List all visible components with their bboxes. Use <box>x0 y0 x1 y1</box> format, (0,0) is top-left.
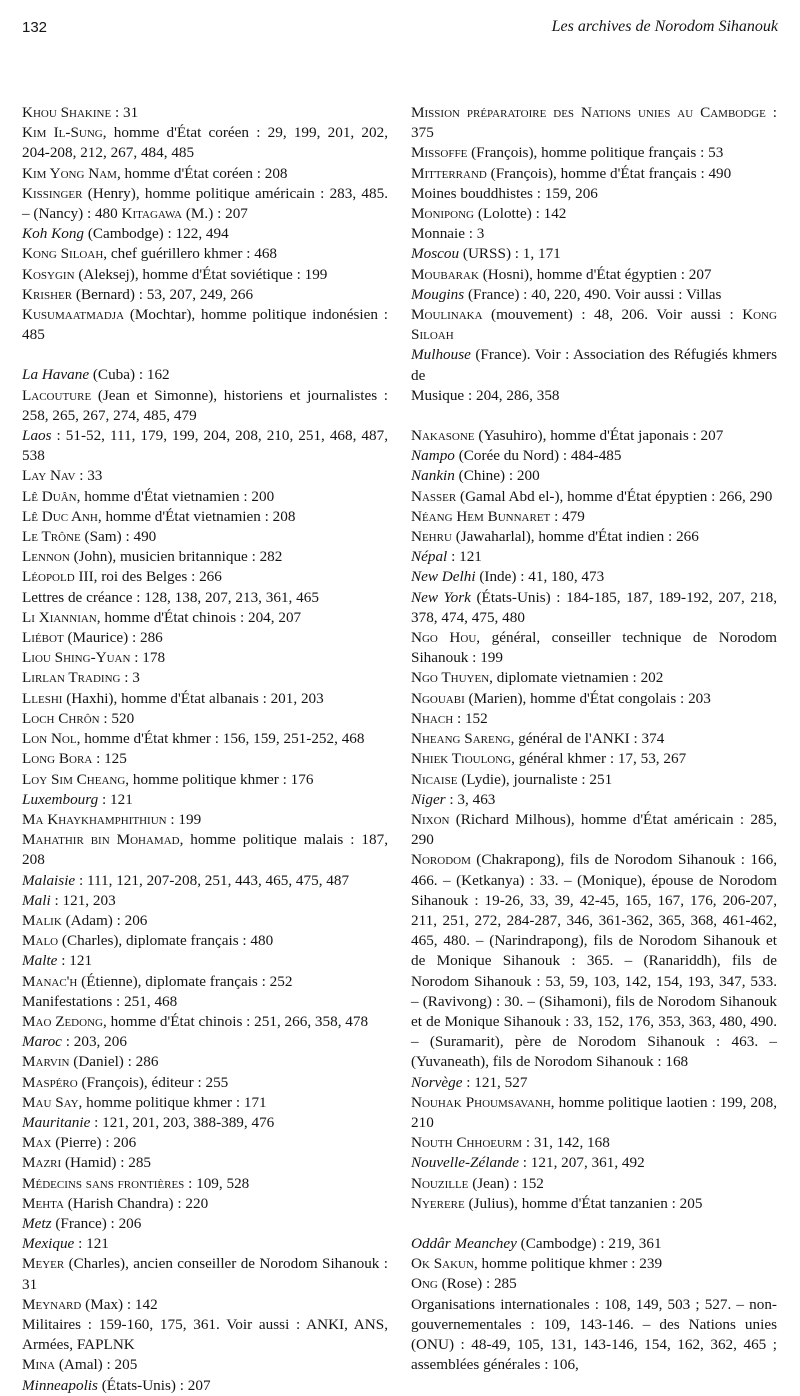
entry-name: Ma Khaykhamphithiun <box>22 810 167 828</box>
entry-text: : 121, 527 <box>462 1073 528 1091</box>
entry-text: (Inde) : 41, 180, 473 <box>475 568 605 586</box>
entry-text: : 33 <box>75 467 103 485</box>
entry-name: Malik <box>22 911 62 929</box>
entry-text: , homme politique laotien : 199, 208, 210 <box>411 1093 777 1131</box>
entry-name: Monipong <box>411 205 475 223</box>
index-entry <box>22 426 388 466</box>
entry-text: , général de l'ANKI : 374 <box>510 730 665 748</box>
entry-text: : 125 <box>92 750 127 768</box>
page-header <box>0 0 800 60</box>
entry-text: (Étienne), diplomate français : 252 <box>77 972 293 990</box>
entry-name: Mission préparatoire des Nations unies au Cambodge <box>411 104 766 121</box>
entry-place: Népal <box>411 548 448 566</box>
entry-text: : 121 <box>74 1235 109 1253</box>
entry-text: (États-Unis) : 184-185, 187, 189-192, 207, 218, 378, 474, 475, 480 <box>411 588 777 626</box>
index-entry <box>411 1274 777 1294</box>
index-entry <box>22 689 388 709</box>
entry-name: Malo <box>22 932 59 950</box>
letter-section-gap <box>22 345 388 365</box>
index-entry <box>22 992 388 1012</box>
index-entry <box>22 608 388 628</box>
entry-name: Kong Siloah <box>22 245 104 263</box>
entry-name: Nixon <box>411 810 450 828</box>
entry-text: (Marien), homme d'État congolais : 203 <box>464 689 711 707</box>
index-entry <box>411 143 777 163</box>
entry-place: Laos <box>22 427 52 445</box>
index-entry <box>22 951 388 971</box>
entry-text: : 3, 463 <box>445 790 496 808</box>
index-entry <box>22 1194 388 1214</box>
entry-text: : 203, 206 <box>61 1033 127 1051</box>
index-entry <box>22 386 388 426</box>
entry-name: Ngouabi <box>411 689 465 707</box>
index-entry <box>411 628 777 668</box>
entry-place: Moscou <box>411 245 460 263</box>
entry-text: : 51-52, 111, 179, 199, 204, 208, 210, 251, 468, 487, 538 <box>22 427 388 465</box>
letter-section-gap <box>411 406 777 426</box>
index-entry <box>411 466 777 486</box>
index-entry <box>22 265 388 285</box>
index-entry <box>411 1234 777 1254</box>
index-entry <box>22 305 388 345</box>
entry-text: Lettres de créance : 128, 138, 207, 213, 361, 465 <box>22 588 319 606</box>
index-entry <box>22 709 388 729</box>
entry-place: Oddâr Meanchey <box>411 1234 517 1252</box>
entry-name: Mehta <box>22 1194 64 1212</box>
entry-name: Néang Hem Bunnaret <box>411 507 551 525</box>
index-entry <box>411 567 777 587</box>
index-entry <box>22 729 388 749</box>
entry-name: Long Bora <box>22 750 93 768</box>
entry-text: (Gamal Abd el-), homme d'État épyptien : 266, 290 <box>456 487 773 505</box>
entry-place: New Delhi <box>411 568 476 586</box>
index-entry <box>22 648 388 668</box>
entry-text: (M.) : 207 <box>182 205 248 223</box>
index-entry <box>22 1153 388 1173</box>
entry-place: Metz <box>22 1214 52 1232</box>
entry-name: Li Xiannian <box>22 608 97 626</box>
entry-name: Kong Siloah <box>411 306 777 344</box>
entry-text: : 375 <box>411 104 777 142</box>
index-entry <box>22 749 388 769</box>
entry-name: Meyer <box>22 1255 65 1273</box>
entry-place: La Havane <box>22 366 90 384</box>
entry-name: Nhach <box>411 709 454 727</box>
entry-text: : 111, 121, 207-208, 251, 443, 465, 475, 487 <box>75 871 350 889</box>
index-entry <box>22 1376 388 1396</box>
index-entry <box>411 790 777 810</box>
running-title: Les archives de Norodom Sihanouk <box>551 18 778 35</box>
entry-name: Kim Il-Sung <box>22 124 103 142</box>
entry-text: , homme politique khmer : 171 <box>78 1093 267 1111</box>
entry-name: Lirlan Trading <box>22 669 121 687</box>
index-entry <box>22 931 388 951</box>
index-entry <box>411 1194 777 1214</box>
index-entry <box>22 507 388 527</box>
entry-text: (Cuba) : 162 <box>89 366 170 384</box>
index-entry <box>22 1174 388 1194</box>
index-entry <box>22 1254 388 1294</box>
entry-text: (John), musicien britannique : 282 <box>69 548 283 566</box>
entry-text: (François), éditeur : 255 <box>77 1073 229 1091</box>
index-entry <box>411 1073 777 1093</box>
entry-text: , homme politique khmer : 176 <box>125 770 314 788</box>
index-entry <box>411 689 777 709</box>
entry-place: Malte <box>22 952 58 970</box>
index-entry <box>22 487 388 507</box>
entry-text: (Max) : 142 <box>81 1295 158 1313</box>
index-entry <box>411 810 777 850</box>
entry-name: Nehru <box>411 528 452 546</box>
entry-text: : 31 <box>111 104 139 121</box>
entry-text: (Henry), homme politique américain : 283, 485. – (Nancy) : 480 <box>22 184 388 223</box>
entry-name: Mitterrand <box>411 164 487 182</box>
index-entry <box>22 668 388 688</box>
entry-text: , général khmer : 17, 53, 267 <box>511 750 687 768</box>
entry-name: Mazri <box>22 1154 62 1172</box>
entry-place: Maroc <box>22 1033 62 1051</box>
entry-text: : 121 <box>447 548 482 566</box>
index-entry <box>22 365 388 385</box>
index-entry <box>411 588 777 628</box>
entry-name: Nicaise <box>411 770 458 788</box>
entry-text: , homme d'État coréen : 29, 199, 201, 202, 204-208, 212, 267, 484, 485 <box>22 124 389 162</box>
index-entry <box>22 891 388 911</box>
entry-text: , chef guérillero khmer : 468 <box>103 245 278 263</box>
entry-text: Musique : 204, 286, 358 <box>411 386 560 404</box>
entry-text: (Julius), homme d'État tanzanien : 205 <box>464 1194 703 1212</box>
entry-text: Manifestations : 251, 468 <box>22 992 178 1010</box>
entry-name: Lay Nav <box>22 467 76 485</box>
entry-text: : 121 <box>57 952 93 970</box>
entry-text: (Lolotte) : 142 <box>474 205 567 223</box>
index-entry <box>411 426 777 446</box>
entry-text: , homme d'État chinois : 251, 266, 358, 478 <box>102 1012 369 1030</box>
entry-text: : 199 <box>166 810 202 828</box>
index-entry <box>411 244 777 264</box>
entry-text: (Harish Chandra) : 220 <box>63 1194 209 1212</box>
entry-name: Nouzille <box>411 1174 469 1192</box>
index-entry <box>411 1174 777 1194</box>
index-entry <box>411 265 777 285</box>
index-entry <box>22 911 388 931</box>
entry-name: Moulinaka <box>411 306 483 324</box>
entry-text: , homme d'État chinois : 204, 207 <box>96 608 302 626</box>
entry-name: Kitagawa <box>121 205 183 223</box>
entry-text: : 121, 201, 203, 388-389, 476 <box>90 1113 275 1131</box>
index-entry <box>22 1315 388 1355</box>
entry-place: Mulhouse <box>411 346 471 364</box>
index-entry <box>411 184 777 204</box>
entry-text: : 520 <box>99 709 135 727</box>
entry-text: , diplomate vietnamien : 202 <box>489 669 664 687</box>
index-entry <box>22 1032 388 1052</box>
entry-name: Maspéro <box>22 1073 78 1091</box>
index-entry <box>22 224 388 244</box>
entry-text: : 178 <box>130 649 166 667</box>
entry-name: Lacouture <box>22 386 92 404</box>
entry-text: (Jean et Simonne), historiens et journalistes : 258, 265, 267, 274, 485, 479 <box>22 386 388 424</box>
entry-text: (Pierre) : 206 <box>51 1134 137 1152</box>
entry-text: (Bernard) : 53, 207, 249, 266 <box>72 285 254 303</box>
entry-text: (Lydie), journaliste : 251 <box>457 770 613 788</box>
index-entry <box>411 204 777 224</box>
index-entry <box>411 770 777 790</box>
entry-name: Max <box>22 1134 52 1152</box>
entry-name: Loch Chrôn <box>22 709 100 727</box>
index-entry <box>22 567 388 587</box>
entry-text: (Richard Milhous), homme d'État américain : 285, 290 <box>411 810 777 849</box>
index-entry <box>22 1234 388 1254</box>
index-entry <box>22 972 388 992</box>
index-entry <box>411 487 777 507</box>
entry-text: (François), homme politique français : 53 <box>467 144 724 162</box>
entry-name: Kusumaatmadja <box>22 306 125 324</box>
entry-text: (Aleksej), homme d'État soviétique : 199 <box>74 265 328 283</box>
entry-text: , homme d'État coréen : 208 <box>116 164 288 182</box>
index-entry <box>22 184 388 224</box>
entry-text: (Cambodge) : 219, 361 <box>516 1234 662 1252</box>
entry-text: (Hosni), homme d'État égyptien : 207 <box>478 265 712 283</box>
entry-text: Organisations internationales : 108, 149, 503 ; 527. – non-gouvernementales : 109, 143-146. – des Nations unies (ONU) : 48-49, 105, 131, 143-146, 154, 162, 362, 465 ; assemblées générales : 106, <box>411 1295 777 1374</box>
index-entry <box>22 1295 388 1315</box>
entry-text: : 152 <box>453 709 488 727</box>
index-entry <box>411 709 777 729</box>
entry-name: Ok Sakun <box>411 1255 474 1273</box>
entry-name: Khou Shakine <box>22 104 112 121</box>
index-entry <box>411 446 777 466</box>
entry-text: (Mochtar), homme politique indonésien : 485 <box>22 306 388 344</box>
entry-text: (Adam) : 206 <box>61 911 148 929</box>
letter-section-gap <box>411 1214 777 1234</box>
index-entry <box>411 224 777 244</box>
index-entry <box>22 770 388 790</box>
index-entry <box>411 547 777 567</box>
index-entry <box>411 1093 777 1133</box>
entry-place: Mexique <box>22 1235 75 1253</box>
index-column-left <box>22 103 388 1396</box>
index-entry <box>411 1153 777 1173</box>
entry-name: Nheang Sareng <box>411 730 511 748</box>
entry-text: : 121, 203 <box>50 891 116 909</box>
entry-text: , homme d'État khmer : 156, 159, 251-252, 468 <box>76 730 365 748</box>
entry-name: Ong <box>411 1275 438 1293</box>
index-entry <box>411 507 777 527</box>
entry-text: (Jean) : 152 <box>468 1174 544 1192</box>
entry-text: Moines bouddhistes : 159, 206 <box>411 184 598 202</box>
entry-name: Lennon <box>22 548 70 566</box>
entry-text: (France) : 40, 220, 490. Voir aussi : Villas <box>464 285 722 303</box>
entry-place: Nouvelle-Zélande <box>411 1154 519 1172</box>
index-entry <box>22 810 388 830</box>
index-entry <box>411 1254 777 1274</box>
entry-place: Mougins <box>411 285 465 303</box>
entry-text: (Yasuhiro), homme d'État japonais : 207 <box>474 427 724 445</box>
index-entry <box>411 1295 777 1376</box>
entry-name: Mahathir bin Mohamad <box>22 831 180 849</box>
index-entry <box>22 628 388 648</box>
index-entry <box>411 164 777 184</box>
entry-text: , général, conseiller technique de Norodom Sihanouk : 199 <box>411 629 777 667</box>
entry-name: Liébot <box>22 629 64 647</box>
index-column-right <box>411 103 777 1375</box>
entry-name: Le Trône <box>22 528 81 546</box>
entry-name: Kosygin <box>22 265 75 283</box>
entry-name: Missoffe <box>411 144 468 162</box>
index-entry <box>411 1133 777 1153</box>
entry-place: Minneapolis <box>22 1376 98 1394</box>
index-entry <box>411 749 777 769</box>
entry-name: Manac'h <box>22 972 78 990</box>
index-entry <box>22 1052 388 1072</box>
index-entry <box>411 850 777 1072</box>
entry-text: (Cambodge) : 122, 494 <box>84 225 229 243</box>
entry-text: (États-Unis) : 207 <box>97 1376 211 1394</box>
entry-text: , homme politique malais : 187, 208 <box>22 831 388 869</box>
entry-text: : 31, 142, 168 <box>522 1134 610 1152</box>
index-entry <box>22 871 388 891</box>
index-entry <box>411 103 777 143</box>
entry-name: Kissinger <box>22 184 83 202</box>
entry-text: (France) : 206 <box>51 1214 142 1232</box>
entry-name: Moubarak <box>411 265 479 283</box>
entry-name: Nyerere <box>411 1194 465 1212</box>
entry-text: (Jawaharlal), homme d'État indien : 266 <box>451 528 699 546</box>
index-entry <box>411 668 777 688</box>
entry-name: Lon Nol <box>22 730 77 748</box>
index-entry <box>22 830 388 870</box>
index-entry <box>22 547 388 567</box>
entry-place: Norvège <box>411 1073 463 1091</box>
entry-text: (François), homme d'État français : 490 <box>486 164 732 182</box>
entry-name: Krisher <box>22 285 73 303</box>
entry-place: Luxembourg <box>22 790 99 808</box>
entry-place: New York <box>411 588 471 606</box>
entry-name: Ngo Hou <box>411 629 477 647</box>
index-entry <box>22 1214 388 1234</box>
entry-text: : 479 <box>550 507 585 525</box>
index-entry <box>22 790 388 810</box>
entry-place: Koh Kong <box>22 225 85 243</box>
entry-place: Nankin <box>411 467 455 485</box>
index-entry <box>22 1355 388 1375</box>
index-entry <box>411 729 777 749</box>
entry-name: Nouhak Phoumsavanh <box>411 1093 551 1111</box>
entry-text: , homme d'État vietnamien : 208 <box>97 507 296 525</box>
entry-name: Mao Zedong <box>22 1012 103 1030</box>
entry-text: , homme politique khmer : 239 <box>473 1255 663 1273</box>
entry-place: Malaisie <box>22 871 76 889</box>
entry-text: : 3 <box>120 669 140 687</box>
entry-text: (Chakrapong), fils de Norodom Sihanouk : 166, 466. – (Ketkanya) : 33. – (Monique), épouse de Norodom Sihanouk : 19-26, 33, 39, 42-45, 165, 167, 176, 206-207, 211, 251, 272, 284-287, 346, 361-362, 365, 368, 461-462, 465, 480. – (Narindrapong), fils de Norodom Sihanouk et de Monique Sihanouk : 365. – (Ranariddh), fils de Norodom Sihanouk : 53, 59, 103, 142, 154, 193, 347, 533. – (Ravivong) : 30. – (Sihamoni), fils de Norodom Sihanouk et de Monique Sihanouk : 33, 152, 176, 353, 363, 480, 490. – (Suramarit), père de Norodom Sihanouk : 463. – (Yuvaneath), fils de Norodom Sihanouk : 168 <box>411 851 777 1071</box>
entry-text: Militaires : 159-160, 175, 361. Voir aussi : ANKI, ANS, Armées, FAPLNK <box>22 1315 388 1354</box>
entry-name: Mau Say <box>22 1093 79 1111</box>
entry-text: III, roi des Belges : 266 <box>74 568 222 586</box>
index-entry <box>411 386 777 406</box>
entry-text: (Daniel) : 286 <box>69 1053 159 1071</box>
entry-text: , homme d'État vietnamien : 200 <box>76 487 275 505</box>
index-entry <box>22 1012 388 1032</box>
index-entry <box>22 466 388 486</box>
index-entry <box>22 527 388 547</box>
index-entry <box>22 588 388 608</box>
entry-text: (Haxhi), homme d'État albanais : 201, 203 <box>62 689 324 707</box>
index-entry <box>22 123 388 163</box>
entry-place: Mali <box>22 891 51 909</box>
entry-text: : 121, 207, 361, 492 <box>518 1154 645 1172</box>
entry-name: Norodom <box>411 851 471 869</box>
index-entry <box>411 305 777 345</box>
entry-text: (Hamid) : 285 <box>61 1154 152 1172</box>
entry-name: Lê Duân <box>22 487 77 505</box>
entry-name: Liou Shing-Yuan <box>22 649 131 667</box>
entry-text: (Chine) : 200 <box>454 467 540 485</box>
entry-text: (France). Voir : Association des Réfugiés khmers de <box>411 346 777 384</box>
entry-text: (Sam) : 490 <box>80 528 157 546</box>
entry-name: Lleshi <box>22 689 63 707</box>
entry-text: (mouvement) : 48, 206. Voir aussi : <box>482 306 743 324</box>
entry-place: Nampo <box>411 447 455 465</box>
entry-place: Mauritanie <box>22 1113 91 1131</box>
page-number: 132 <box>22 19 48 36</box>
entry-text: (Corée du Nord) : 484-485 <box>454 447 622 465</box>
index-entry <box>411 527 777 547</box>
entry-name: Loy Sim Cheang <box>22 770 126 788</box>
index-entry <box>22 285 388 305</box>
index-entry <box>22 164 388 184</box>
entry-name: Meynard <box>22 1295 82 1313</box>
entry-text: : 109, 528 <box>184 1174 250 1192</box>
entry-text: (Rose) : 285 <box>437 1275 517 1293</box>
index-entry <box>22 103 388 123</box>
entry-name: Médecins sans frontières <box>22 1174 185 1192</box>
entry-name: Mina <box>22 1356 56 1374</box>
index-entry <box>22 1113 388 1133</box>
entry-name: Nasser <box>411 487 457 505</box>
index-entry <box>22 1093 388 1113</box>
entry-name: Kim Yong Nam <box>22 164 117 182</box>
entry-text: (URSS) : 1, 171 <box>459 245 561 263</box>
index-entry <box>411 285 777 305</box>
entry-name: Nhiek Tioulong <box>411 750 512 768</box>
entry-text: (Amal) : 205 <box>55 1356 138 1374</box>
index-entry <box>22 1073 388 1093</box>
entry-name: Nouth Chhoeurm <box>411 1134 523 1152</box>
index-entry <box>411 345 777 385</box>
entry-text: (Charles), diplomate français : 480 <box>58 932 274 950</box>
entry-text: (Maurice) : 286 <box>63 629 163 647</box>
index-entry <box>22 1133 388 1153</box>
entry-place: Niger <box>411 790 446 808</box>
entry-name: Marvin <box>22 1053 70 1071</box>
entry-text: : 121 <box>98 790 133 808</box>
entry-name: Léopold <box>22 568 75 586</box>
entry-name: Lê Duc Anh <box>22 507 98 525</box>
entry-text: Monnaie : 3 <box>411 225 485 243</box>
entry-text: (Charles), ancien conseiller de Norodom Sihanouk : 31 <box>22 1255 388 1293</box>
index-entry <box>22 244 388 264</box>
entry-name: Nakasone <box>411 427 475 445</box>
entry-name: Ngo Thuyen <box>411 669 490 687</box>
